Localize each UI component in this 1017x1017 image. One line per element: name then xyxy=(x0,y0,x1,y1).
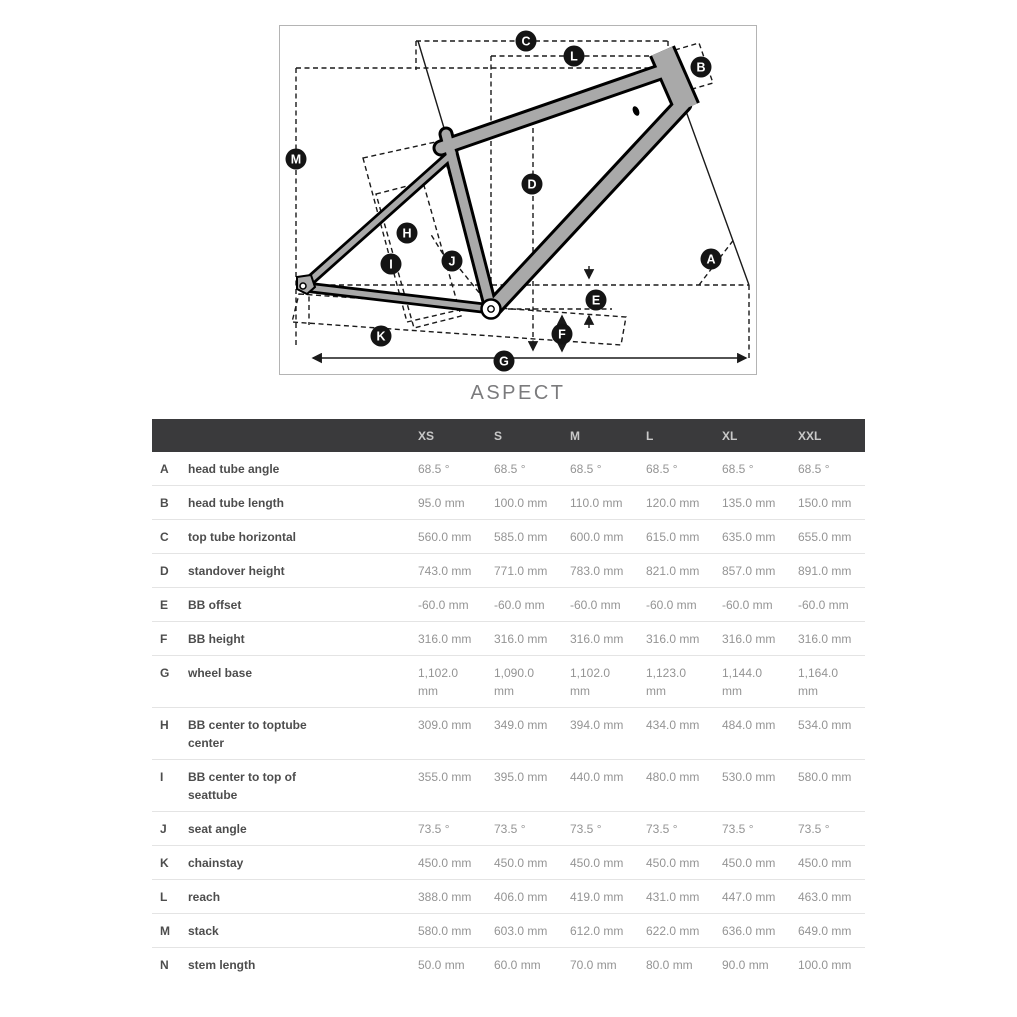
row-label: top tube horizontal xyxy=(188,530,296,544)
row-letter: K xyxy=(160,856,169,870)
row-letter: A xyxy=(160,462,169,476)
diagram-label-I xyxy=(381,254,402,275)
row-letter: N xyxy=(160,958,169,972)
diagram-label-B xyxy=(691,57,712,78)
row-value: 1,164.0 mm xyxy=(798,666,839,698)
row-value: 73.5 ° xyxy=(646,822,678,836)
row-value: 355.0 mm xyxy=(418,770,472,784)
row-value: 534.0 mm xyxy=(798,718,852,732)
geometry-row-j xyxy=(152,812,865,846)
row-value: 463.0 mm xyxy=(798,890,852,904)
row-value: -60.0 mm xyxy=(570,598,621,612)
geometry-row-a xyxy=(152,452,865,486)
row-value: 406.0 mm xyxy=(494,890,548,904)
row-value: 68.5 ° xyxy=(722,462,754,476)
cable-port xyxy=(631,105,641,117)
svg-text:K: K xyxy=(376,329,386,344)
row-label: BB height xyxy=(188,632,245,646)
svg-text:I: I xyxy=(389,257,393,272)
size-header-xl: XL xyxy=(722,428,738,443)
svg-text:F: F xyxy=(558,327,566,342)
size-header-s: S xyxy=(494,428,503,443)
diagram-label-D xyxy=(522,174,543,195)
model-title: ASPECT xyxy=(470,382,566,404)
row-value: 316.0 mm xyxy=(722,632,776,646)
diagram-label-J xyxy=(442,251,463,272)
row-value: -60.0 mm xyxy=(798,598,849,612)
diagram-label-E xyxy=(586,290,607,311)
diagram-label-L xyxy=(564,46,585,67)
geometry-row-l xyxy=(152,880,865,914)
row-label: seat angle xyxy=(188,822,247,836)
geometry-row-g xyxy=(152,656,865,708)
row-value: 431.0 mm xyxy=(646,890,700,904)
row-value: 316.0 mm xyxy=(494,632,548,646)
row-value: 309.0 mm xyxy=(418,718,472,732)
geometry-row-e xyxy=(152,588,865,622)
row-label: chainstay xyxy=(188,856,244,870)
row-value: 821.0 mm xyxy=(646,564,700,578)
frame-diagram-svg xyxy=(280,26,756,374)
svg-text:H: H xyxy=(402,226,412,241)
row-value: 68.5 ° xyxy=(798,462,830,476)
size-header-xs: XS xyxy=(418,428,435,443)
row-value: 857.0 mm xyxy=(722,564,776,578)
svg-text:E: E xyxy=(591,293,601,308)
diagram-label-A xyxy=(701,249,722,270)
row-value: 771.0 mm xyxy=(494,564,548,578)
row-value: 1,144.0 mm xyxy=(722,666,763,698)
row-value: 68.5 ° xyxy=(646,462,678,476)
row-value: 603.0 mm xyxy=(494,924,548,938)
row-value: 68.5 ° xyxy=(494,462,526,476)
row-value: 655.0 mm xyxy=(798,530,852,544)
row-value: -60.0 mm xyxy=(494,598,545,612)
row-value: 440.0 mm xyxy=(570,770,624,784)
row-value: 1,123.0 mm xyxy=(646,666,687,698)
row-label: standover height xyxy=(188,564,285,578)
geometry-row-m xyxy=(152,914,865,948)
row-value: 388.0 mm xyxy=(418,890,472,904)
bike-frame xyxy=(297,51,687,319)
row-value: 580.0 mm xyxy=(798,770,852,784)
row-letter: F xyxy=(160,632,168,646)
diagram-label-G xyxy=(494,351,515,372)
row-letter: G xyxy=(160,666,170,680)
row-value: 100.0 mm xyxy=(494,496,548,510)
row-value: 73.5 ° xyxy=(570,822,602,836)
row-value: 394.0 mm xyxy=(570,718,624,732)
row-value: 150.0 mm xyxy=(798,496,852,510)
row-letter: D xyxy=(160,564,169,578)
row-value: 484.0 mm xyxy=(722,718,776,732)
row-value: 419.0 mm xyxy=(570,890,624,904)
row-value: 80.0 mm xyxy=(646,958,693,972)
row-value: -60.0 mm xyxy=(646,598,697,612)
row-value: 480.0 mm xyxy=(646,770,700,784)
row-value: 600.0 mm xyxy=(570,530,624,544)
row-value: 68.5 ° xyxy=(418,462,450,476)
row-letter: M xyxy=(160,924,170,938)
geometry-table xyxy=(152,419,865,981)
size-header-m: M xyxy=(570,428,580,443)
table-body xyxy=(152,452,865,981)
row-letter: H xyxy=(160,718,169,732)
svg-text:B: B xyxy=(696,60,706,75)
row-value: 450.0 mm xyxy=(646,856,700,870)
diagram-label-F xyxy=(552,324,573,345)
svg-text:G: G xyxy=(499,354,509,369)
row-value: 95.0 mm xyxy=(418,496,465,510)
row-letter: I xyxy=(160,770,164,784)
row-value: 349.0 mm xyxy=(494,718,548,732)
row-value: 450.0 mm xyxy=(798,856,852,870)
row-value: 891.0 mm xyxy=(798,564,852,578)
row-value: 73.5 ° xyxy=(418,822,450,836)
diagram-label-K xyxy=(371,326,392,347)
rear-axle-hole xyxy=(300,283,306,289)
row-value: 1,090.0 mm xyxy=(494,666,535,698)
row-value: 622.0 mm xyxy=(646,924,700,938)
row-value: 743.0 mm xyxy=(418,564,472,578)
row-value: 50.0 mm xyxy=(418,958,465,972)
row-value: 316.0 mm xyxy=(798,632,852,646)
geometry-row-f xyxy=(152,622,865,656)
row-value: 90.0 mm xyxy=(722,958,769,972)
size-header-xxl: XXL xyxy=(798,428,822,443)
svg-text:D: D xyxy=(527,177,537,192)
geometry-row-b xyxy=(152,486,865,520)
row-value: 447.0 mm xyxy=(722,890,776,904)
svg-text:C: C xyxy=(521,34,531,49)
row-value: 612.0 mm xyxy=(570,924,624,938)
geometry-row-d xyxy=(152,554,865,588)
row-value: 60.0 mm xyxy=(494,958,541,972)
size-header-l: L xyxy=(646,428,654,443)
svg-text:L: L xyxy=(570,49,578,64)
row-letter: L xyxy=(160,890,168,904)
row-value: 73.5 ° xyxy=(494,822,526,836)
geometry-diagram xyxy=(279,25,757,375)
geometry-row-c xyxy=(152,520,865,554)
diagram-label-C xyxy=(516,31,537,52)
row-value: 585.0 mm xyxy=(494,530,548,544)
diagram-label-M xyxy=(286,149,307,170)
row-letter: B xyxy=(160,496,169,510)
row-label: head tube angle xyxy=(188,462,280,476)
row-value: 783.0 mm xyxy=(570,564,624,578)
row-letter: E xyxy=(160,598,169,612)
row-letter: C xyxy=(160,530,169,544)
geometry-row-k xyxy=(152,846,865,880)
row-value: 450.0 mm xyxy=(722,856,776,870)
row-value: 70.0 mm xyxy=(570,958,617,972)
svg-text:A: A xyxy=(706,252,716,267)
row-label: BB center to toptube center xyxy=(188,718,307,750)
row-value: 636.0 mm xyxy=(722,924,776,938)
row-value: 135.0 mm xyxy=(722,496,776,510)
svg-text:J: J xyxy=(448,254,456,269)
bottom-bracket xyxy=(482,300,501,319)
row-value: 450.0 mm xyxy=(570,856,624,870)
row-value: 530.0 mm xyxy=(722,770,776,784)
row-value: 649.0 mm xyxy=(798,924,852,938)
svg-text:M: M xyxy=(290,152,302,167)
row-value: 1,102.0 mm xyxy=(418,666,459,698)
row-value: 316.0 mm xyxy=(646,632,700,646)
row-value: 580.0 mm xyxy=(418,924,472,938)
row-value: 100.0 mm xyxy=(798,958,852,972)
row-value: 450.0 mm xyxy=(418,856,472,870)
row-value: 395.0 mm xyxy=(494,770,548,784)
row-value: -60.0 mm xyxy=(418,598,469,612)
row-value: -60.0 mm xyxy=(722,598,773,612)
row-label: stem length xyxy=(188,958,256,972)
diagram-label-H xyxy=(397,223,418,244)
row-value: 68.5 ° xyxy=(570,462,602,476)
row-value: 73.5 ° xyxy=(798,822,830,836)
row-label: BB center to top of seattube xyxy=(188,770,296,802)
row-value: 120.0 mm xyxy=(646,496,700,510)
row-value: 110.0 mm xyxy=(570,496,623,510)
row-label: reach xyxy=(188,890,221,904)
row-value: 615.0 mm xyxy=(646,530,700,544)
row-value: 73.5 ° xyxy=(722,822,754,836)
row-label: head tube length xyxy=(188,496,284,510)
geometry-row-n xyxy=(152,948,865,981)
table-header-row xyxy=(152,419,865,452)
row-value: 1,102.0 mm xyxy=(570,666,611,698)
row-value: 560.0 mm xyxy=(418,530,472,544)
row-value: 434.0 mm xyxy=(646,718,700,732)
row-label: wheel base xyxy=(188,666,253,680)
geometry-row-i xyxy=(152,760,865,812)
row-value: 316.0 mm xyxy=(570,632,624,646)
row-value: 635.0 mm xyxy=(722,530,776,544)
geometry-row-h xyxy=(152,708,865,760)
row-label: stack xyxy=(188,924,219,938)
row-value: 316.0 mm xyxy=(418,632,472,646)
row-label: BB offset xyxy=(188,598,242,612)
row-letter: J xyxy=(160,822,167,836)
row-value: 450.0 mm xyxy=(494,856,548,870)
